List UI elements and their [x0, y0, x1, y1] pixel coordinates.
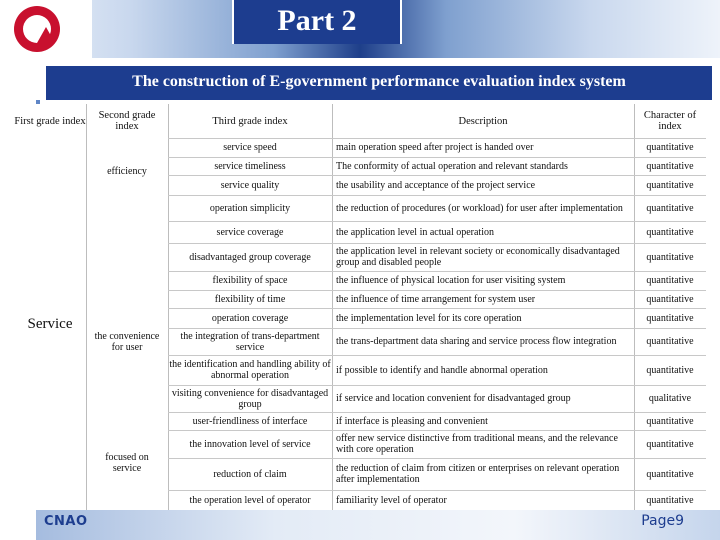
second-grade-efficiency: efficiency	[107, 166, 147, 177]
description-cell: the application level in relevant society or economically disadvantaged group and disabled people	[336, 246, 620, 268]
row-divider	[168, 308, 706, 309]
description-cell: the application level in actual operation	[336, 226, 494, 238]
header-first-grade: First grade index	[14, 115, 86, 127]
third-grade-cell: operation coverage	[211, 312, 289, 324]
character-cell: quantitative	[646, 202, 694, 214]
description-cell: if service and location convenient for disadvantaged group	[336, 393, 571, 404]
character-cell: quantitative	[646, 364, 694, 376]
character-cell: quantitative	[646, 293, 694, 305]
row-divider	[168, 290, 706, 291]
row-divider	[168, 271, 706, 272]
row-divider	[168, 221, 706, 222]
third-grade-cell: the integration of trans-department service	[180, 330, 320, 353]
character-cell: quantitative	[646, 251, 694, 263]
character-cell: qualitative	[648, 393, 692, 404]
character-cell: quantitative	[646, 468, 694, 480]
header-description: Description	[458, 115, 508, 127]
index-table	[14, 104, 706, 510]
character-cell: quantitative	[646, 275, 694, 286]
cnao-logo-icon	[14, 6, 60, 52]
description-cell: the usability and acceptance of the project service	[336, 179, 536, 191]
third-grade-cell: user-friendliness of interface	[192, 415, 308, 427]
character-cell: quantitative	[646, 438, 694, 450]
header-banner	[0, 0, 720, 58]
first-grade-service: Service	[27, 315, 73, 332]
description-cell: the influence of physical location for user visiting system	[336, 275, 566, 286]
row-divider	[168, 138, 706, 139]
description-cell: the reduction of procedures (or workload) for user after implementation	[336, 202, 623, 214]
footer-org-label: CNAO	[44, 514, 88, 529]
character-cell: quantitative	[646, 142, 694, 153]
column-divider	[86, 104, 87, 510]
header-character: Character of index	[643, 110, 697, 132]
second-grade-focused: focused on service	[105, 452, 149, 474]
row-divider	[168, 490, 706, 491]
description-cell: the trans-department data sharing and service process flow integration	[336, 336, 617, 347]
description-cell: the influence of time arrangement for system user	[336, 293, 536, 305]
row-divider	[168, 385, 706, 386]
description-cell: familiarity level of operator	[336, 494, 447, 506]
third-grade-cell: disadvantaged group coverage	[189, 251, 311, 263]
third-grade-cell: reduction of claim	[213, 468, 287, 480]
third-grade-cell: visiting convenience for disadvantaged group	[171, 387, 329, 410]
character-cell: quantitative	[646, 336, 694, 347]
character-cell: quantitative	[646, 226, 694, 238]
description-cell: the reduction of claim from citizen or enterprises on relevant operation after implementation	[336, 463, 620, 485]
character-cell: quantitative	[646, 494, 694, 506]
row-divider	[168, 243, 706, 244]
character-cell: quantitative	[646, 312, 694, 324]
description-cell: offer new service distinctive from traditional means, and the relevance with core operation	[336, 433, 618, 455]
column-divider	[634, 104, 635, 510]
third-grade-cell: service speed	[223, 142, 277, 153]
column-divider	[332, 104, 333, 510]
logo-area	[0, 0, 92, 66]
header-second-grade: Second grade index	[98, 110, 156, 132]
description-cell: if interface is pleasing and convenient	[336, 415, 488, 427]
header-third-grade: Third grade index	[212, 115, 288, 127]
description-cell: the implementation level for its core operation	[336, 312, 522, 324]
row-divider	[168, 458, 706, 459]
column-divider	[168, 104, 169, 510]
third-grade-cell: service timeliness	[214, 160, 286, 172]
row-divider	[168, 412, 706, 413]
second-grade-convenience: the convenience for user	[94, 331, 160, 353]
third-grade-cell: flexibility of time	[214, 293, 286, 305]
character-cell: quantitative	[646, 415, 694, 427]
third-grade-cell: the innovation level of service	[189, 438, 311, 450]
third-grade-cell: operation simplicity	[209, 202, 291, 214]
title-box	[232, 0, 402, 44]
third-grade-cell: flexibility of space	[212, 275, 288, 286]
footer-bar	[36, 510, 720, 540]
subtitle-bar	[46, 66, 712, 100]
description-cell: The conformity of actual operation and relevant standards	[336, 160, 568, 172]
third-grade-cell: service quality	[220, 179, 280, 191]
slide-subtitle: The construction of E-government performance evaluation index system	[132, 73, 626, 90]
page-title: Part 2	[277, 4, 357, 37]
row-divider	[168, 157, 706, 158]
description-cell: if possible to identify and handle abnormal operation	[336, 364, 548, 376]
character-cell: quantitative	[646, 160, 694, 172]
third-grade-cell: service coverage	[216, 226, 284, 238]
row-divider	[168, 175, 706, 176]
row-divider	[168, 430, 706, 431]
row-divider	[168, 328, 706, 329]
row-divider	[168, 195, 706, 196]
row-divider	[168, 355, 706, 356]
character-cell: quantitative	[646, 179, 694, 191]
description-cell: main operation speed after project is handed over	[336, 142, 534, 153]
page-number: Page9	[641, 513, 684, 529]
third-grade-cell: the identification and handling ability of abnormal operation	[169, 359, 331, 381]
third-grade-cell: the operation level of operator	[189, 494, 311, 506]
